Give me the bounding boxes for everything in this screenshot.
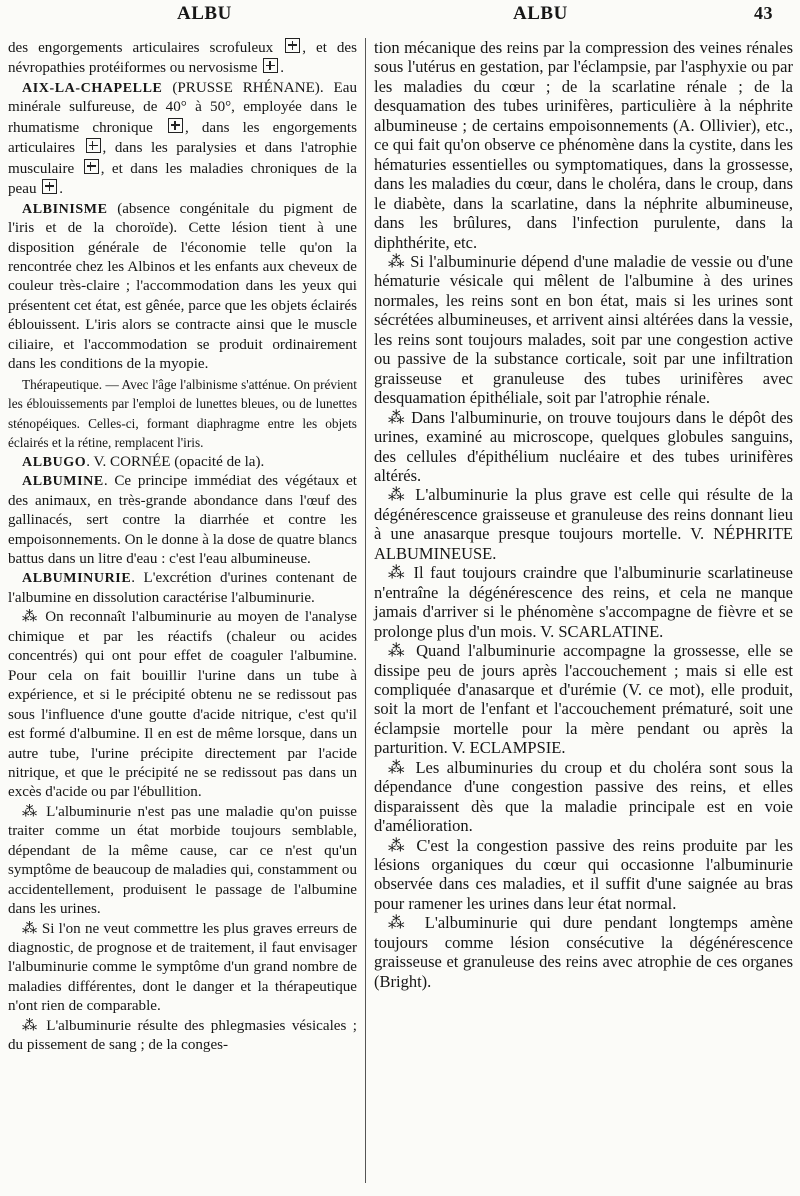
paragraph: ⁂ Si l'on ne veut commettre les plus graves erreurs de diagnostic, de prognose et de traitement, il faut envisager l'albuminurie comme le symptôme d'un grand nombre de maladies différentes, dont le danger et la thérapeutique n'ont rien de comparable.	[8, 920, 357, 1015]
entry-albumine	[8, 472, 357, 569]
entry-headword: ALBUMINURIE	[22, 571, 132, 587]
paragraph: ⁂ Dans l'albuminurie, on trouve toujours dans le dépôt des urines, examiné au microscope, quelques globules sanguins, des cellules d'épithélium nucléaire et des tubes urinifères altérés.	[374, 407, 793, 485]
entry-headword: ALBINISME	[22, 201, 108, 217]
text-block: tion mécanique des reins par la compression des veines rénales sous l'utérus en gestation, par l'éclampsie, par l'asphyxie ou par les maladies du cœur ; de la scarlatine rénale ; de la desquamation des tubes urinifères, particulière à la néphrite albumineuse ; de certains empoisonnements (A. Ollivier), etc., ce qui fait qu'on observe ce phénomène dans la cystite, dans les hématuries essentielles ou symptomatiques, dans la grossesse, dans les maladies du cœur, dans le choléra, dans le croup, dans le diabète, dans la scarlatine, dans la néphrite albumineuse, dans les brûlures, dans l'infection purulente, dans la diphthérite, etc.	[374, 38, 794, 252]
paragraph: ⁂ L'albuminurie la plus grave est celle qui résulte de la dégénérescence graisseuse et granuleuse des reins donnant lieu à une anasarque presque toujours mortelle. V. NÉPHRITE ALBUMINEUSE.	[374, 485, 793, 563]
entry-albugo	[8, 453, 357, 472]
paragraph: ⁂ C'est la congestion passive des reins produite par les lésions organiques du cœur qui occasionne l'albuminurie observée dans ces maladies, et il suffit d'une saignée au bras pour ramener les urines dans leur état normal.	[374, 835, 793, 913]
boxed-cross-icon	[285, 38, 300, 53]
paragraph: ⁂ L'albuminurie qui dure pendant longtemps amène toujours comme lésion consécutive la dégénérescence graisseuse et granuleuse des reins avec atrophie de ces organes (Bright).	[374, 913, 793, 991]
paragraph: ⁂ Les albuminuries du croup et du choléra sont sous la dépendance d'une congestion passive des reins, et elles disparaissent dès que la maladie principale est en voie d'amélioration.	[374, 757, 793, 836]
entry-text: . L'excrétion d'urines contenant de l'albumine en dissolution caractérise l'albuminurie.	[8, 570, 357, 606]
entry-aix-la-chapelle	[8, 79, 357, 200]
entry-headword: AIX-LA-CHAPELLE	[22, 80, 163, 96]
paragraph: ⁂ L'albuminurie résulte des phlegmasies vésicales ; du pissement de sang ; de la conges-	[8, 1017, 357, 1054]
entry-text: (absence congénitale du pigment de l'iris et de la choroïde). Cette lésion tient à une disposition générale de l'économie telle qu'on la rencontrée chez les Albinos et les enfants aux cheveux de couleur très-claire ; l'accommodation dans les yeux qui présentent cet état, est gênée, parce que les objets éclairés éblouissent. L'iris alors se contracte ainsi que le muscle ciliaire, et l'accommodation se produit ordinairement dans les conditions de la myopie.	[8, 200, 357, 373]
paragraph: ⁂ Il faut toujours craindre que l'albuminurie scarlatineuse n'entraîne la dégénérescence des reins, et cela ne manque jamais d'arriver si le phénomène s'accompagne de fièvre et se prolonge plus d'un mois. V. SCARLATINE.	[374, 563, 793, 641]
right-column	[374, 38, 793, 991]
running-head-center: ALBU	[513, 3, 568, 24]
left-column	[8, 38, 357, 1056]
paragraph: ⁂ L'albuminurie n'est pas une maladie qu'on puisse traiter comme un état morbide toujours semblable, dépendant de la même cause, car ce n'est qu'un symptôme de beaucoup de maladies qui, constamment ou accidentellement, produisent le passage de l'albumine dans les urines.	[8, 803, 357, 918]
running-head-left: ALBU	[177, 3, 232, 24]
paragraph: ⁂ Si l'albuminurie dépend d'une maladie de vessie ou d'une hématurie vésicale qui mêlent de l'albumine à des urines normales, les reins sont en bon état, mais si les urines sont sécrétées albumineuses, et arrivent ainsi altérées dans la vessie, les reins sont toujours malades, soit par une congestion active ou passive de la substance corticale, soit par une infiltration graisseuse et granuleuse des tubes urinifères avec desquamation épithéliale, soit par l'atrophie rénale.	[374, 251, 793, 408]
boxed-cross-icon	[42, 179, 57, 194]
entry-albuminurie	[8, 569, 357, 608]
entry-text: . V. CORNÉE (opacité de la).	[86, 453, 265, 470]
entry-albinisme	[8, 200, 357, 375]
entry-headword: ALBUMINE	[22, 474, 104, 490]
paragraph: ⁂ On reconnaît l'albuminurie au moyen de l'analyse chimique et par les réactifs (chaleur ou acides concentrés) qui ont pour effet de coaguler l'albumine. Pour cela on fait bouillir l'urine dans un tube à expérience, et si le précipité obtenu ne se redissout pas sous l'influence d'une goutte d'acide nitrique, c'est qu'il est formé d'albumine. Il en est de même lorsque, dans un autre tube, l'urine précipite directement par l'acide nitrique, et que le précipité ne se redissout pas dans un excès d'acide ou par l'ébullition.	[8, 609, 357, 801]
boxed-cross-icon	[86, 138, 101, 153]
paragraph: ⁂ Quand l'albuminurie accompagne la grossesse, elle se dissipe peu de jours après l'accouchement ; mais si elle est compliquée d'anasarque et d'urémie (V. ce mot), elle produit, soit la mort de l'enfant et l'accouchement prématuré, soit une éclampsie mortelle pour la mère pendant ou après la parturition. V. ECLAMPSIE.	[374, 641, 793, 758]
boxed-cross-icon	[168, 118, 183, 133]
boxed-cross-icon	[263, 58, 278, 73]
column-divider	[365, 38, 366, 1183]
entry-text: . Ce principe immédiat des végétaux et des animaux, en très-grande abondance dans l'œuf des gallinacés, sert contre la diarrhée et contre les empoisonnements. On le donne à la dose de quatre blancs battus dans un litre d'eau : c'est l'eau albumineuse.	[8, 473, 357, 567]
page-number: 43	[754, 3, 773, 23]
entry-text: (PRUSSE RHÉNANE). Eau minérale sulfureuse, de 40° à 50°, employée dans le rhumatisme chronique , dans les engorgements articulaires , dans les paralysies et dans l'atrophie musculaire , et dans les maladies chroniques de la peau .	[8, 79, 358, 198]
boxed-cross-icon	[84, 159, 99, 174]
text-block: des engorgements articulaires scrofuleux , et des névropathies protéiformes ou nervosisme .	[8, 40, 357, 77]
entry-headword: ALBUGO	[22, 454, 87, 470]
therapeutique-note: Thérapeutique. — Avec l'âge l'albinisme s'atténue. On prévient les éblouissements par l'emploi de lunettes bleues, ou de lunettes sténopéiques. Celles-ci, formant diaphragme entre les objets éclairés et la rétine, remplacent l'iris.	[8, 376, 357, 451]
